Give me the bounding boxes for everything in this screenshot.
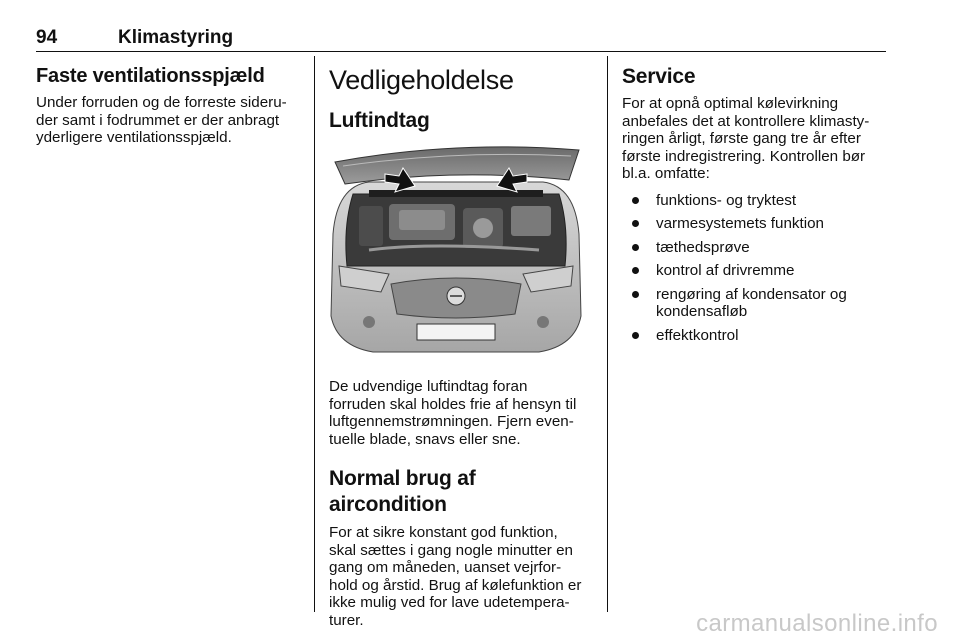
text-line: Under forruden og de forreste sideru- bbox=[36, 94, 287, 111]
list-item bbox=[622, 215, 890, 233]
text-line: For at opnå optimal kølevirkning bbox=[622, 95, 839, 112]
bullet-icon bbox=[632, 197, 639, 204]
normal-use-text bbox=[329, 524, 597, 629]
text-line: ringen årligt, første gang tre år efter bbox=[622, 130, 861, 147]
text-line: ikke mulig ved for lave udetempera- bbox=[329, 594, 570, 611]
text-line: skal sættes i gang nogle minutter en bbox=[329, 541, 573, 559]
list-item-text: funktions- og tryktest bbox=[656, 191, 797, 209]
air-intake-text bbox=[329, 378, 597, 448]
list-item-text-continued: kondensafløb bbox=[656, 303, 748, 320]
list-item-text: tæthedsprøve bbox=[656, 238, 750, 256]
text-line: tuelle blade, snavs eller sne. bbox=[329, 430, 521, 448]
text-line: første indregistrering. Kontrollen bør bbox=[622, 147, 866, 165]
text-line: turer. bbox=[329, 611, 364, 629]
service-text bbox=[622, 95, 890, 183]
subsection-title-air-intake: Luftindtag bbox=[329, 109, 430, 132]
section-title-fixed-vents: Faste ventilationsspjæld bbox=[36, 65, 265, 87]
column-divider-1 bbox=[314, 56, 315, 612]
text-line: anbefales det at kontrollere klimasty- bbox=[622, 112, 870, 130]
column-maintenance bbox=[329, 64, 597, 629]
bullet-icon bbox=[632, 220, 639, 227]
page-number: 94 bbox=[36, 27, 58, 48]
list-item-text: effektkontrol bbox=[656, 326, 739, 344]
text-line: yderligere ventilationsspjæld. bbox=[36, 129, 232, 146]
page-header bbox=[36, 27, 886, 53]
fixed-vents-text bbox=[36, 94, 304, 147]
list-item bbox=[622, 192, 890, 210]
list-item bbox=[622, 327, 890, 345]
car-engine-illustration bbox=[329, 146, 583, 358]
text-line: gang om måneden, uanset vejrfor- bbox=[329, 559, 562, 576]
bullet-icon bbox=[632, 332, 639, 339]
list-item bbox=[622, 286, 890, 321]
list-item-text: varmesystemets funktion bbox=[656, 215, 824, 232]
text-line: luftgennemstrømningen. Fjern even- bbox=[329, 413, 574, 430]
text-line: der samt i fodrummet er der anbragt bbox=[36, 111, 280, 129]
bullet-icon bbox=[632, 291, 639, 298]
text-line: hold og årstid. Brug af kølefunktion er bbox=[329, 576, 582, 594]
bullet-icon bbox=[632, 267, 639, 274]
text-line: bl.a. omfatte: bbox=[622, 165, 710, 182]
service-checklist bbox=[622, 192, 890, 345]
section-title-maintenance: Vedligeholdelse bbox=[329, 65, 514, 95]
list-item bbox=[622, 239, 890, 257]
text-line: De udvendige luftindtag foran bbox=[329, 378, 528, 395]
column-fixed-vents bbox=[36, 64, 304, 147]
subsection-title-normal-use: Normal brug af aircondition bbox=[329, 467, 476, 516]
text-line: For at sikre konstant god funktion, bbox=[329, 524, 558, 541]
column-divider-2 bbox=[607, 56, 608, 612]
chapter-title: Klimastyring bbox=[118, 27, 234, 48]
bullet-icon bbox=[632, 244, 639, 251]
list-item-text: kontrol af drivremme bbox=[656, 262, 795, 279]
header-divider bbox=[36, 51, 886, 52]
text-line: forruden skal holdes frie af hensyn til bbox=[329, 395, 577, 413]
section-title-service: Service bbox=[622, 65, 696, 88]
list-item-text: rengøring af kondensator og bbox=[656, 285, 847, 303]
list-item bbox=[622, 262, 890, 280]
column-service bbox=[622, 64, 890, 350]
watermark: carmanualsonline.info bbox=[696, 610, 938, 637]
